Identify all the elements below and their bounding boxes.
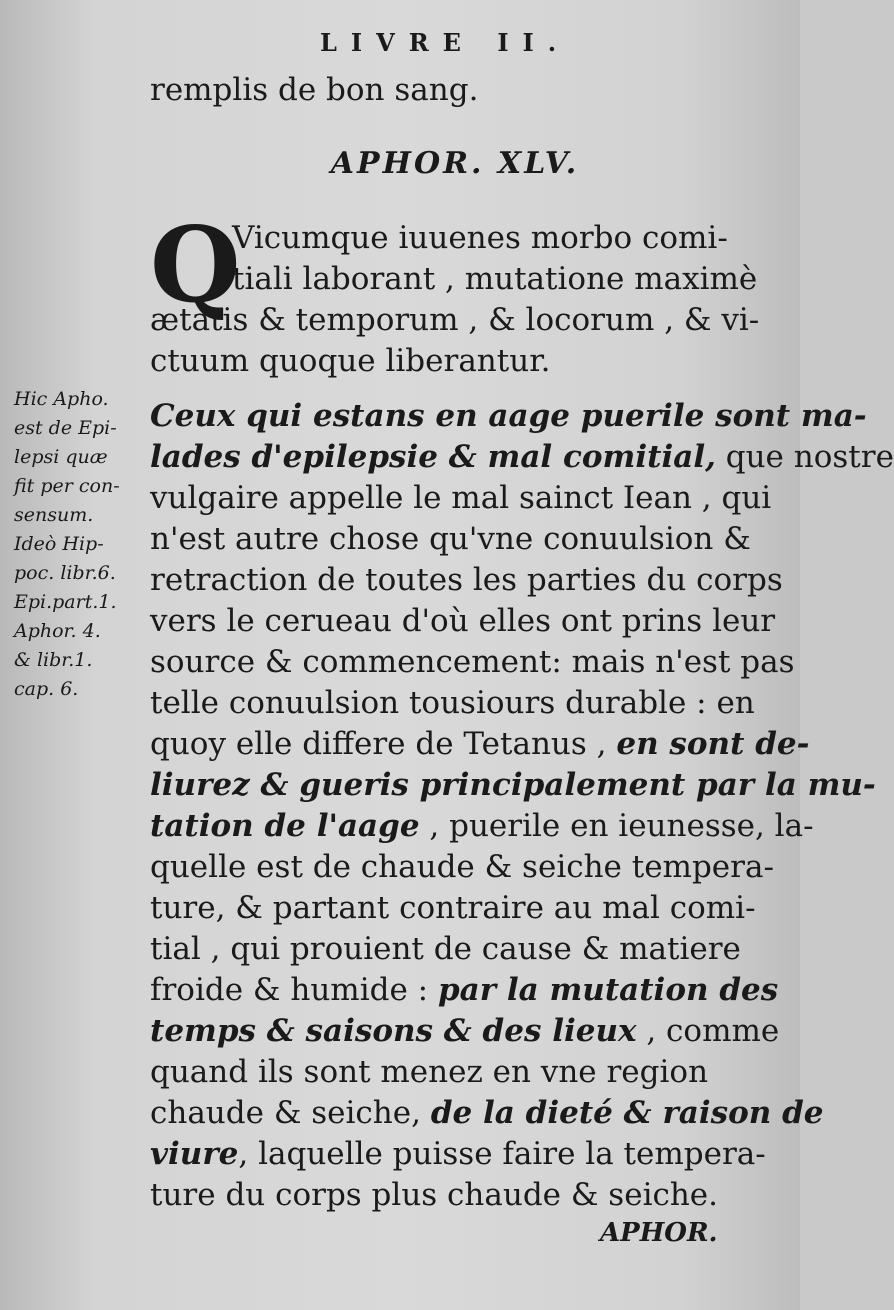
margin-note-line: Epi.part.1. <box>14 591 117 613</box>
roman-text: chaude & seiche, <box>150 1095 431 1131</box>
roman-text: , puerile en ieunesse, la- <box>419 808 814 844</box>
latin-line: Vicumque iuuenes morbo comi- <box>232 220 728 256</box>
roman-text: retraction de toutes les parties du corps <box>150 562 783 598</box>
latin-line: ætatis & temporum , & locorum , & vi- <box>150 302 760 338</box>
french-line <box>150 847 774 888</box>
italic-text: liurez & gueris principalement par la mu- <box>150 767 876 803</box>
margin-note-line: fit per con- <box>14 475 120 497</box>
roman-text: n'est autre chose qu'vne conuulsion & <box>150 521 751 557</box>
french-line <box>150 560 783 601</box>
italic-text: tation de l'aage <box>150 808 420 844</box>
margin-note-line: Hic Apho. <box>14 388 109 410</box>
french-line <box>150 765 876 806</box>
french-line <box>150 929 760 970</box>
french-line <box>150 642 795 683</box>
catchword: APHOR. <box>600 1218 718 1248</box>
french-line <box>150 1175 760 1216</box>
french-line <box>150 1134 766 1175</box>
french-line <box>150 888 760 929</box>
margin-note-line: cap. 6. <box>14 678 79 700</box>
roman-text: tial , qui prouient de cause & matiere <box>150 931 741 967</box>
margin-note-line: & libr.1. <box>14 649 93 671</box>
margin-note-line: lepsi quæ <box>14 446 108 468</box>
margin-note-line: est de Epi- <box>14 417 117 439</box>
roman-text: , comme <box>636 1013 780 1049</box>
roman-text: telle conuulsion tousiours durable : en <box>150 685 755 721</box>
continuation-line: remplis de bon sang. <box>150 72 479 108</box>
french-line <box>150 724 810 765</box>
roman-text: ture du corps plus chaude & seiche. <box>150 1177 719 1213</box>
french-commentary <box>150 396 894 1216</box>
french-line <box>150 1011 780 1052</box>
margin-note-line: poc. libr.6. <box>14 562 116 584</box>
running-head: LIVRE II. <box>320 28 571 57</box>
drop-cap: Q <box>150 203 241 326</box>
french-line <box>150 970 779 1011</box>
margin-note <box>14 385 154 704</box>
main-text <box>150 70 894 1216</box>
french-line <box>150 396 867 437</box>
roman-text: vers le cerueau d'où elles ont prins leur <box>150 603 776 639</box>
latin-aphorism <box>150 203 760 382</box>
roman-text: source & commencement: mais n'est pas <box>150 644 795 680</box>
roman-text: quand ils sont menez en vne region <box>150 1054 709 1090</box>
margin-note-line: Ideò Hip- <box>14 533 104 555</box>
margin-note-line: sensum. <box>14 504 94 526</box>
italic-text: de la dieté & raison de <box>430 1095 824 1131</box>
roman-text: que nostre <box>715 439 894 475</box>
latin-line: tiali laborant , mutatione maximè <box>232 261 758 297</box>
french-line <box>150 1093 824 1134</box>
aphorism-heading: APHOR. XLV. <box>330 146 580 181</box>
italic-text: Ceux qui estans en aage puerile sont ma- <box>150 398 867 434</box>
margin-note-line: Aphor. 4. <box>14 620 101 642</box>
italic-text: en sont de- <box>616 726 810 762</box>
italic-text: viure <box>150 1136 239 1172</box>
roman-text: , laquelle puisse faire la tempera- <box>238 1136 766 1172</box>
french-line <box>150 601 776 642</box>
italic-text: par la mutation des <box>437 972 779 1008</box>
french-line <box>150 806 814 847</box>
roman-text: quoy elle differe de Tetanus , <box>150 726 617 762</box>
roman-text: quelle est de chaude & seiche tempera- <box>150 849 774 885</box>
french-line <box>150 683 760 724</box>
french-line <box>150 1052 760 1093</box>
roman-text: vulgaire appelle le mal sainct Iean , qui <box>150 480 772 516</box>
roman-text: froide & humide : <box>150 972 438 1008</box>
italic-text: temps & saisons & des lieux <box>150 1013 637 1049</box>
latin-line: ctuum quoque liberantur. <box>150 343 551 379</box>
roman-text: ture, & partant contraire au mal comi- <box>150 890 756 926</box>
italic-text: lades d'epilepsie & mal comitial, <box>150 439 716 475</box>
french-line <box>150 478 772 519</box>
french-line <box>150 519 760 560</box>
french-line <box>150 437 894 478</box>
